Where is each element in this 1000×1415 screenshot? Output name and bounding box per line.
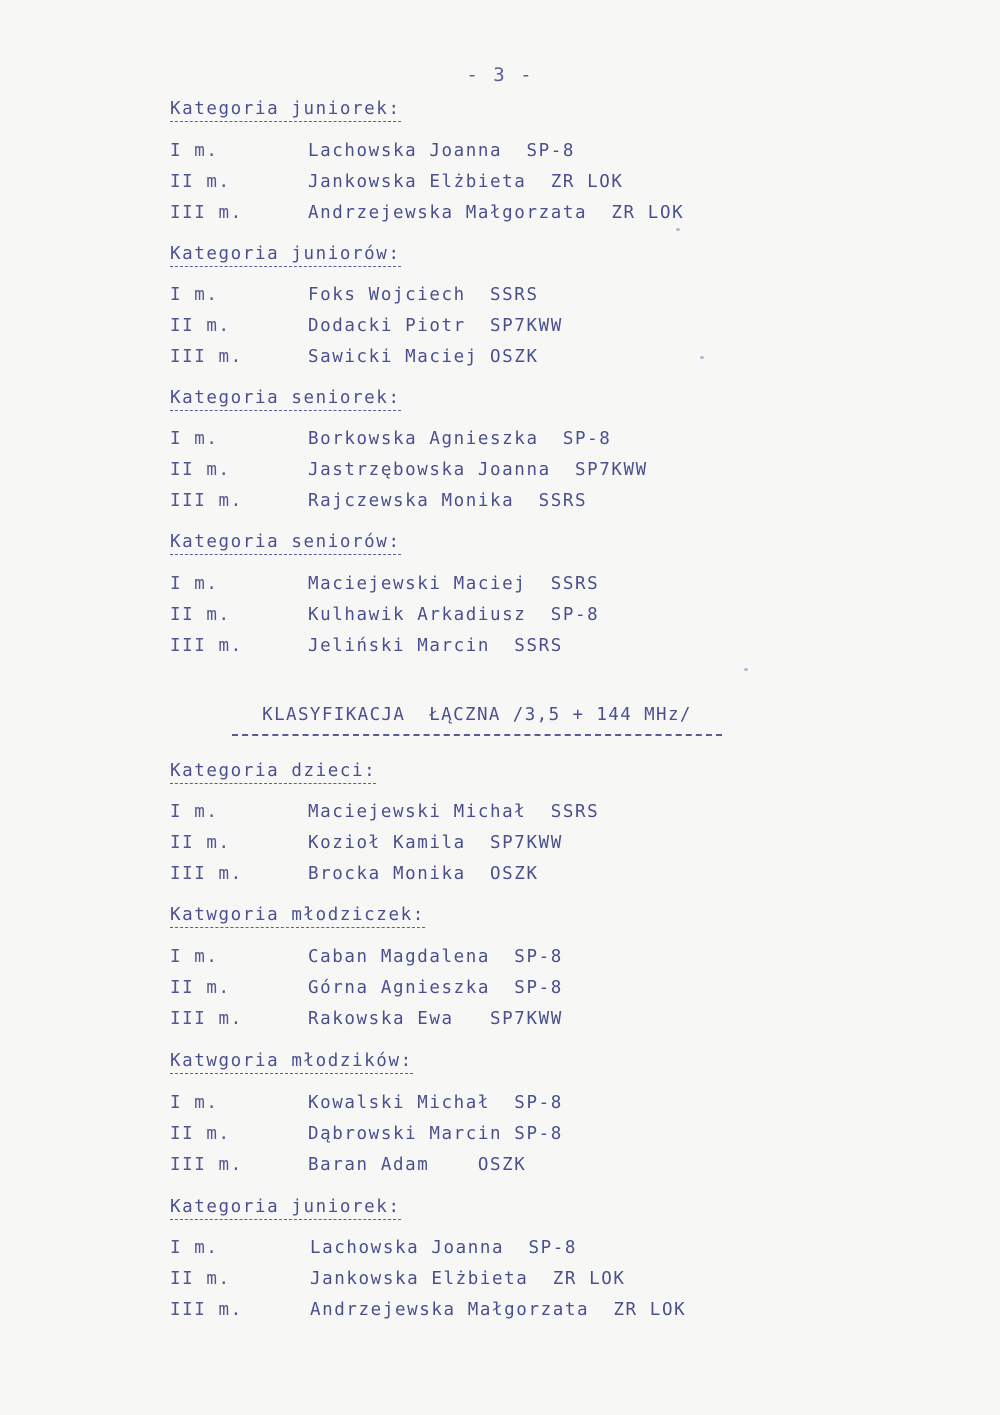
place-label: II m. — [170, 172, 231, 192]
competitor-entry: Brocka Monika OSZK — [308, 864, 539, 884]
competitor-entry: Jankowska Elżbieta ZR LOK — [310, 1269, 626, 1289]
ink-speck — [744, 668, 748, 671]
category-heading: Katwgoria młodziczek: — [170, 904, 425, 928]
competitor-entry: Rajczewska Monika SSRS — [308, 491, 588, 511]
place-label: III m. — [170, 491, 243, 511]
place-label: I m. — [170, 285, 219, 305]
place-label: III m. — [170, 1300, 243, 1320]
category-heading: Kategoria juniorów: — [170, 243, 401, 267]
competitor-entry: Borkowska Agnieszka SP-8 — [308, 429, 612, 449]
place-label: I m. — [170, 1093, 219, 1113]
competitor-entry: Maciejewski Maciej SSRS — [308, 574, 600, 594]
place-label: III m. — [170, 347, 243, 367]
place-label: III m. — [170, 864, 243, 884]
category-heading: Katwgoria młodzików: — [170, 1050, 413, 1074]
page-number: - 3 - — [466, 64, 534, 86]
ink-speck — [676, 228, 680, 231]
competitor-entry: Caban Magdalena SP-8 — [308, 947, 563, 967]
category-heading: Kategoria dzieci: — [170, 760, 376, 784]
competitor-entry: Dąbrowski Marcin SP-8 — [308, 1124, 563, 1144]
ink-speck — [700, 356, 704, 359]
competitor-entry: Górna Agnieszka SP-8 — [308, 978, 563, 998]
place-label: I m. — [170, 429, 219, 449]
place-label: II m. — [170, 833, 231, 853]
competitor-entry: Baran Adam OSZK — [308, 1155, 527, 1175]
competitor-entry: Kowalski Michał SP-8 — [308, 1093, 563, 1113]
place-label: I m. — [170, 1238, 219, 1258]
place-label: II m. — [170, 978, 231, 998]
competitor-entry: Sawicki Maciej OSZK — [308, 347, 539, 367]
competitor-entry: Kulhawik Arkadiusz SP-8 — [308, 605, 600, 625]
place-label: II m. — [170, 605, 231, 625]
overall-classification-title: KLASYFIKACJA ŁĄCZNA /3,5 + 144 MHz/ — [232, 705, 722, 736]
competitor-entry: Lachowska Joanna SP-8 — [310, 1238, 577, 1258]
competitor-entry: Jeliński Marcin SSRS — [308, 636, 563, 656]
competitor-entry: Dodacki Piotr SP7KWW — [308, 316, 563, 336]
competitor-entry: Kozioł Kamila SP7KWW — [308, 833, 563, 853]
competitor-entry: Lachowska Joanna SP-8 — [308, 141, 575, 161]
competitor-entry: Andrzejewska Małgorzata ZR LOK — [310, 1300, 687, 1320]
competitor-entry: Jastrzębowska Joanna SP7KWW — [308, 460, 648, 480]
competitor-entry: Foks Wojciech SSRS — [308, 285, 539, 305]
competitor-entry: Rakowska Ewa SP7KWW — [308, 1009, 563, 1029]
place-label: II m. — [170, 460, 231, 480]
place-label: III m. — [170, 636, 243, 656]
place-label: II m. — [170, 1124, 231, 1144]
place-label: III m. — [170, 1155, 243, 1175]
category-heading: Kategoria seniorów: — [170, 531, 401, 555]
place-label: III m. — [170, 1009, 243, 1029]
place-label: I m. — [170, 947, 219, 967]
place-label: I m. — [170, 574, 219, 594]
competitor-entry: Jankowska Elżbieta ZR LOK — [308, 172, 624, 192]
category-heading: Kategoria juniorek: — [170, 98, 401, 122]
place-label: II m. — [170, 1269, 231, 1289]
category-heading: Kategoria juniorek: — [170, 1196, 401, 1220]
place-label: I m. — [170, 802, 219, 822]
category-heading: Kategoria seniorek: — [170, 387, 401, 411]
competitor-entry: Andrzejewska Małgorzata ZR LOK — [308, 203, 685, 223]
place-label: I m. — [170, 141, 219, 161]
competitor-entry: Maciejewski Michał SSRS — [308, 802, 600, 822]
place-label: III m. — [170, 203, 243, 223]
place-label: II m. — [170, 316, 231, 336]
